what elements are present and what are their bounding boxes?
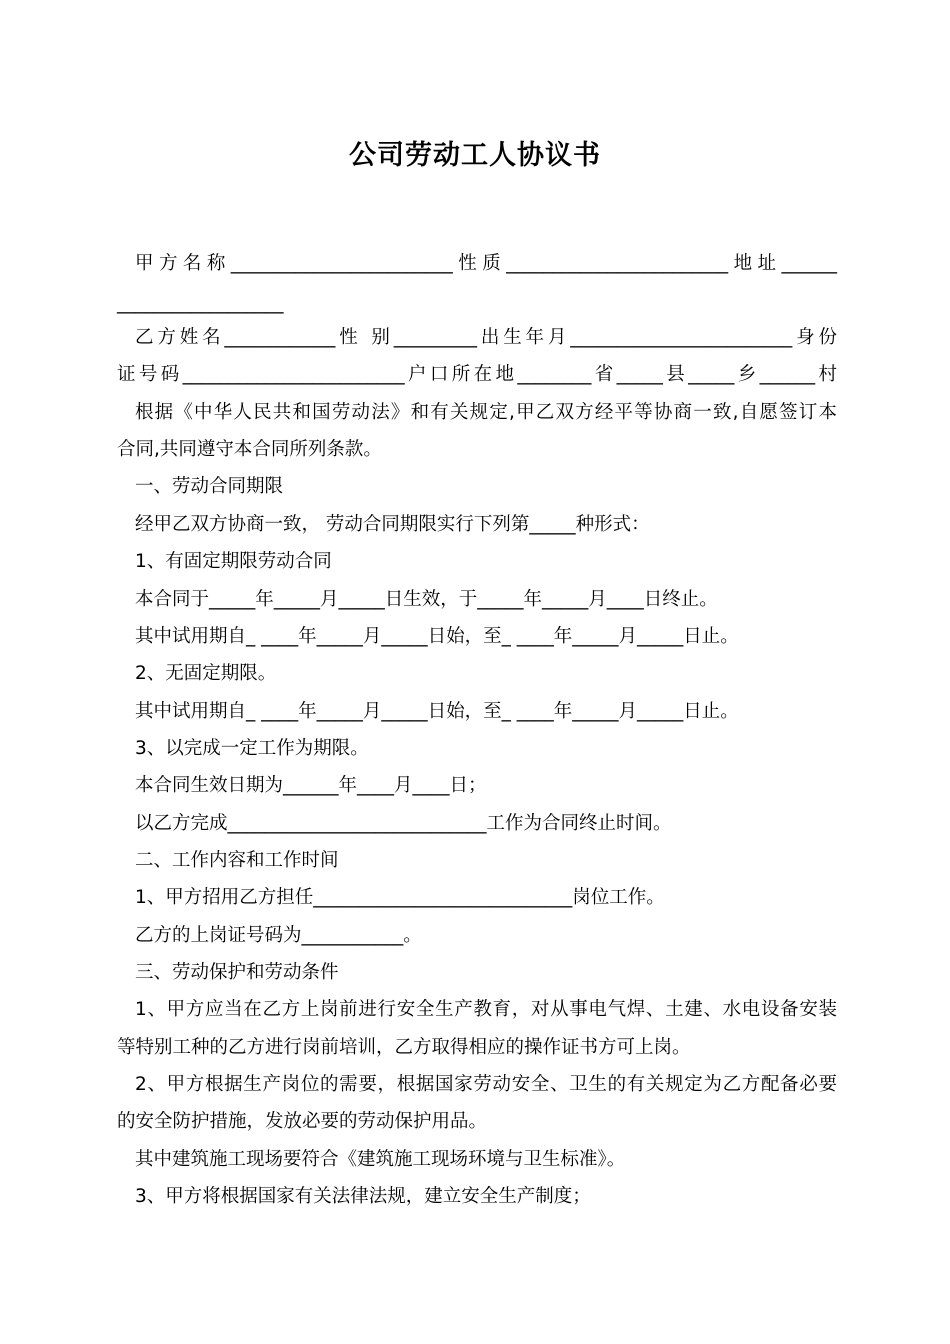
clause-line-cont: 的安全防护措施，发放必要的劳动保护用品。 <box>117 1111 488 1132</box>
paragraph: 本合同生效日期为______年____月____日； <box>135 775 487 796</box>
party-b-line-cont: 证号码________________________户口所在地________省_____县_____乡______村 <box>117 364 837 385</box>
paragraph: 乙方的上岗证号码为___________。 <box>135 925 422 946</box>
section-heading: 三、劳动保护和劳动条件 <box>135 962 339 983</box>
clause-heading: 1、有固定期限劳动合同 <box>135 551 332 572</box>
clause-line: 1、甲方应当在乙方上岗前进行安全生产教育，对从事电气焊、土建、水电设备安装 <box>135 999 837 1020</box>
document-title: 公司劳动工人协议书 <box>349 140 601 171</box>
clause-line: 2、甲方根据生产岗位的需要，根据国家劳动安全、卫生的有关规定为乙方配备必要 <box>135 1074 837 1095</box>
paragraph: 其中建筑施工现场要符合《建筑施工现场环境与卫生标准》。 <box>135 1149 626 1170</box>
preamble-line: 根据《中华人民共和国劳动法》和有关规定,甲乙双方经平等协商一致,自愿签订本 <box>135 402 837 423</box>
paragraph: 其中试用期自_ ____年_____月_____日始，至_ ____年_____月_____日止。 <box>135 701 739 722</box>
paragraph: 本合同于_____年_____月_____日生效，于_____年_____月____日终止。 <box>135 589 718 610</box>
party-b-line: 乙方姓名____________性 别_________出生年月________________________身份 <box>135 327 837 348</box>
preamble-line-cont: 合同,共同遵守本合同所列条款。 <box>117 439 382 460</box>
clause-heading: 2、无固定期限。 <box>135 663 277 684</box>
clause-heading: 3、以完成一定工作为期限。 <box>135 738 369 759</box>
party-a-line: 甲方名称________________________性质________________________地址______ <box>135 253 837 274</box>
paragraph: 经甲乙双方协商一致， 劳动合同期限实行下列第_____种形式： <box>135 514 650 535</box>
clause-line-cont: 等特别工种的乙方进行岗前培训，乙方取得相应的操作证书方可上岗。 <box>117 1037 691 1058</box>
section-heading: 二、工作内容和工作时间 <box>135 850 339 871</box>
section-heading: 一、劳动合同期限 <box>135 476 284 497</box>
party-a-line-cont: __________________ <box>117 293 284 314</box>
clause-heading: 1、甲方招用乙方担任____________________________岗位工作。 <box>135 887 665 908</box>
paragraph: 其中试用期自_ ____年_____月_____日始，至_ ____年_____月_____日止。 <box>135 626 739 647</box>
clause-line: 3、甲方将根据国家有关法律法规，建立安全生产制度； <box>135 1186 591 1207</box>
paragraph: 以乙方完成____________________________工作为合同终止时间。 <box>135 813 672 834</box>
